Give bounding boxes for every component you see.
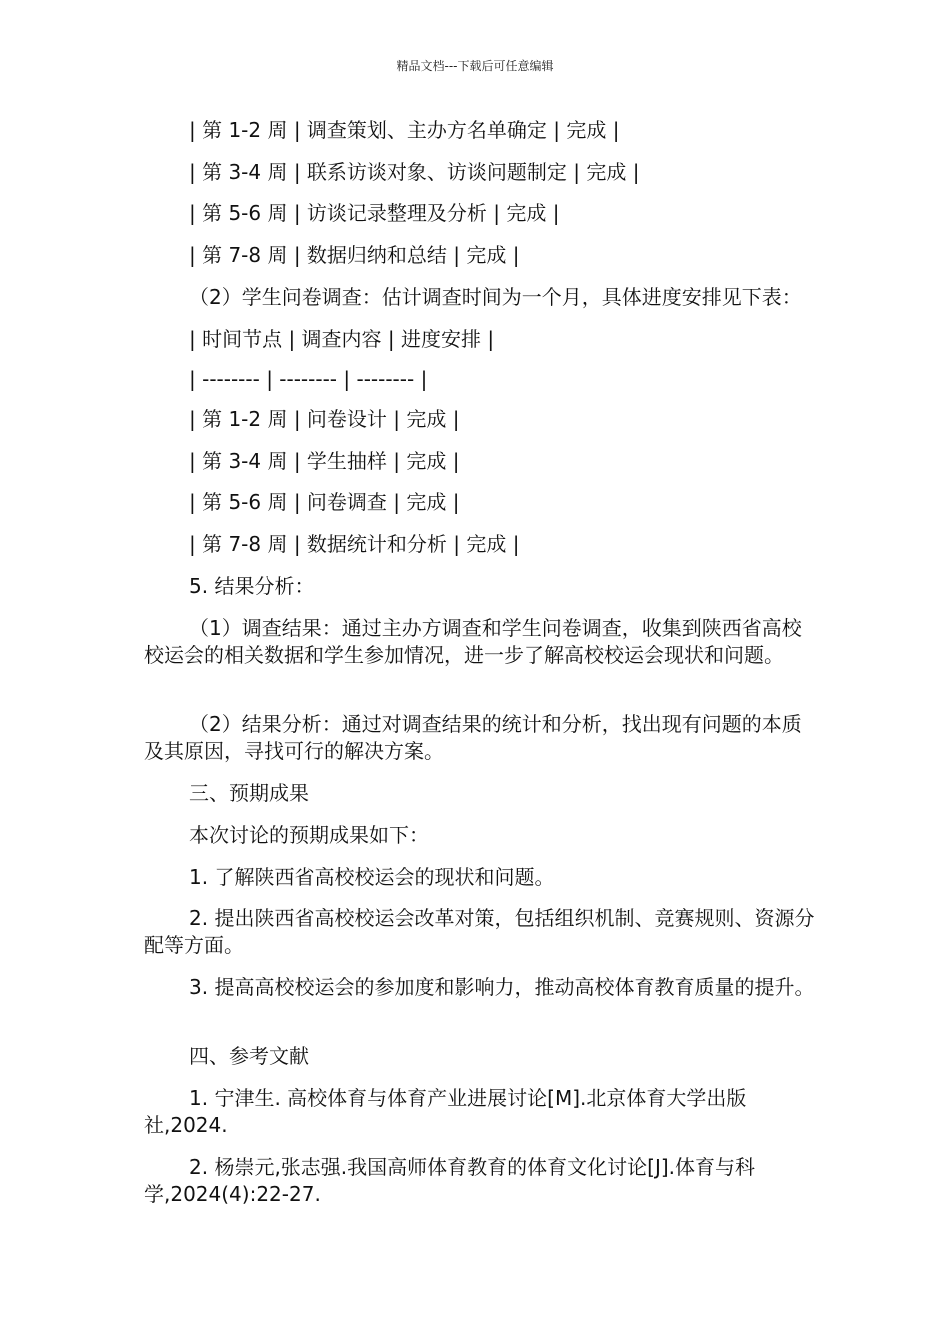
page-header: 精品文档---下载后可任意编辑 [396, 59, 554, 73]
section3-title: 三、预期成果 [189, 781, 309, 805]
table2-header: | 时间节点 | 调查内容 | 进度安排 | [189, 327, 495, 351]
reference-2: 2. 杨崇元,张志强.我国高师体育教育的体育文化讨论[J].体育与科学,2024(4):22-27. [144, 1155, 756, 1206]
section3-item-1: 1. 了解陕西省高校校运会的现状和问题。 [189, 865, 555, 889]
table2-row: | 第 7-8 周 | 数据统计和分析 | 完成 | [189, 532, 520, 556]
section4-title: 四、参考文献 [189, 1044, 309, 1068]
table1-row: | 第 3-4 周 | 联系访谈对象、访谈问题制定 | 完成 | [189, 160, 640, 184]
table1-row: | 第 5-6 周 | 访谈记录整理及分析 | 完成 | [189, 201, 560, 225]
section5-paragraph-2: （2）结果分析：通过对调查结果的统计和分析，找出现有问题的本质及其原因，寻找可行的解决方案。 [144, 712, 802, 763]
table1-row: | 第 7-8 周 | 数据归纳和总结 | 完成 | [189, 243, 520, 267]
table2-row: | 第 5-6 周 | 问卷调查 | 完成 | [189, 490, 460, 514]
reference-1: 1. 宁津生. 高校体育与体育产业进展讨论[M].北京体育大学出版社,2024. [144, 1086, 747, 1137]
table2-row: | 第 1-2 周 | 问卷设计 | 完成 | [189, 407, 460, 431]
section3-intro: 本次讨论的预期成果如下： [189, 823, 429, 847]
section5-paragraph-1: （1）调查结果：通过主办方调查和学生问卷调查，收集到陕西省高校校运会的相关数据和学生参加情况，进一步了解高校校运会现状和问题。 [144, 616, 802, 667]
table2-row: | 第 3-4 周 | 学生抽样 | 完成 | [189, 449, 460, 473]
section3-item-2: 2. 提出陕西省高校校运会改革对策，包括组织机制、竞赛规则、资源分配等方面。 [144, 906, 815, 957]
section3-item-3: 3. 提高高校校运会的参加度和影响力，推动高校体育教育质量的提升。 [189, 975, 815, 999]
table2-separator: | -------- | -------- | -------- | [189, 367, 428, 391]
table1-row: | 第 1-2 周 | 调查策划、主办方名单确定 | 完成 | [189, 118, 620, 142]
survey-intro: （2）学生问卷调查：估计调查时间为一个月，具体进度安排见下表： [189, 285, 802, 309]
section5-title: 5. 结果分析： [189, 574, 315, 598]
